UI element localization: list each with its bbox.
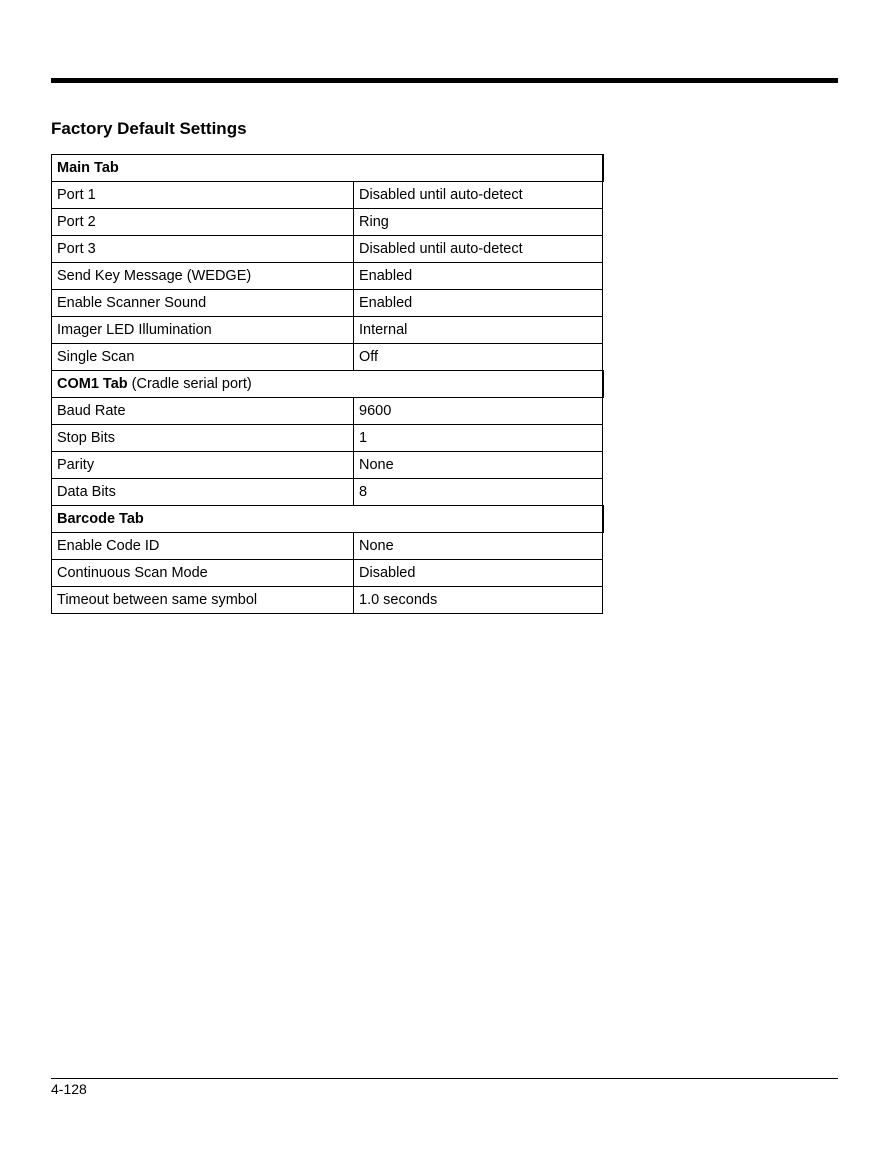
page-title: Factory Default Settings xyxy=(51,119,247,138)
table-row xyxy=(52,209,603,236)
section-title: Main Tab xyxy=(57,160,119,176)
setting-name: Port 2 xyxy=(52,209,354,236)
setting-name: Enable Scanner Sound xyxy=(52,290,354,317)
section-row-com1 xyxy=(52,371,603,398)
table-row xyxy=(52,560,603,587)
section-title: Barcode Tab xyxy=(57,511,144,527)
section-row-barcode xyxy=(52,506,603,533)
table-row xyxy=(52,263,603,290)
setting-name: Timeout between same symbol xyxy=(52,587,354,614)
table-row xyxy=(52,398,603,425)
table-row xyxy=(52,182,603,209)
table-row xyxy=(52,317,603,344)
setting-value: Enabled xyxy=(354,290,603,317)
setting-name: Imager LED Illumination xyxy=(52,317,354,344)
setting-value: None xyxy=(354,452,603,479)
section-row-main xyxy=(52,155,603,182)
footer-rule xyxy=(51,1078,838,1079)
table-row xyxy=(52,236,603,263)
setting-name: Baud Rate xyxy=(52,398,354,425)
setting-value: 1 xyxy=(354,425,603,452)
section-header xyxy=(52,155,603,182)
setting-value: Disabled xyxy=(354,560,603,587)
table-row xyxy=(52,290,603,317)
setting-name: Data Bits xyxy=(52,479,354,506)
setting-value: Ring xyxy=(354,209,603,236)
setting-value: 1.0 seconds xyxy=(354,587,603,614)
table-row xyxy=(52,344,603,371)
table-body xyxy=(52,155,603,614)
setting-value: None xyxy=(354,533,603,560)
setting-name: Parity xyxy=(52,452,354,479)
setting-name: Enable Code ID xyxy=(52,533,354,560)
factory-defaults-table xyxy=(51,154,604,614)
setting-value: Disabled until auto-detect xyxy=(354,182,603,209)
setting-name: Stop Bits xyxy=(52,425,354,452)
page-number: 4-128 xyxy=(51,1081,87,1097)
setting-value: Off xyxy=(354,344,603,371)
header-rule xyxy=(51,78,838,83)
section-title: COM1 Tab xyxy=(57,376,128,392)
table-row xyxy=(52,587,603,614)
setting-name: Port 1 xyxy=(52,182,354,209)
section-note: (Cradle serial port) xyxy=(127,376,252,392)
setting-value: Disabled until auto-detect xyxy=(354,236,603,263)
section-header xyxy=(52,506,603,533)
setting-value: Enabled xyxy=(354,263,603,290)
setting-value: 8 xyxy=(354,479,603,506)
table-row xyxy=(52,452,603,479)
setting-name: Single Scan xyxy=(52,344,354,371)
setting-value: Internal xyxy=(354,317,603,344)
section-header xyxy=(52,371,603,398)
table-row xyxy=(52,425,603,452)
table-row xyxy=(52,479,603,506)
setting-name: Port 3 xyxy=(52,236,354,263)
setting-name: Send Key Message (WEDGE) xyxy=(52,263,354,290)
table-row xyxy=(52,533,603,560)
setting-value: 9600 xyxy=(354,398,603,425)
setting-name: Continuous Scan Mode xyxy=(52,560,354,587)
